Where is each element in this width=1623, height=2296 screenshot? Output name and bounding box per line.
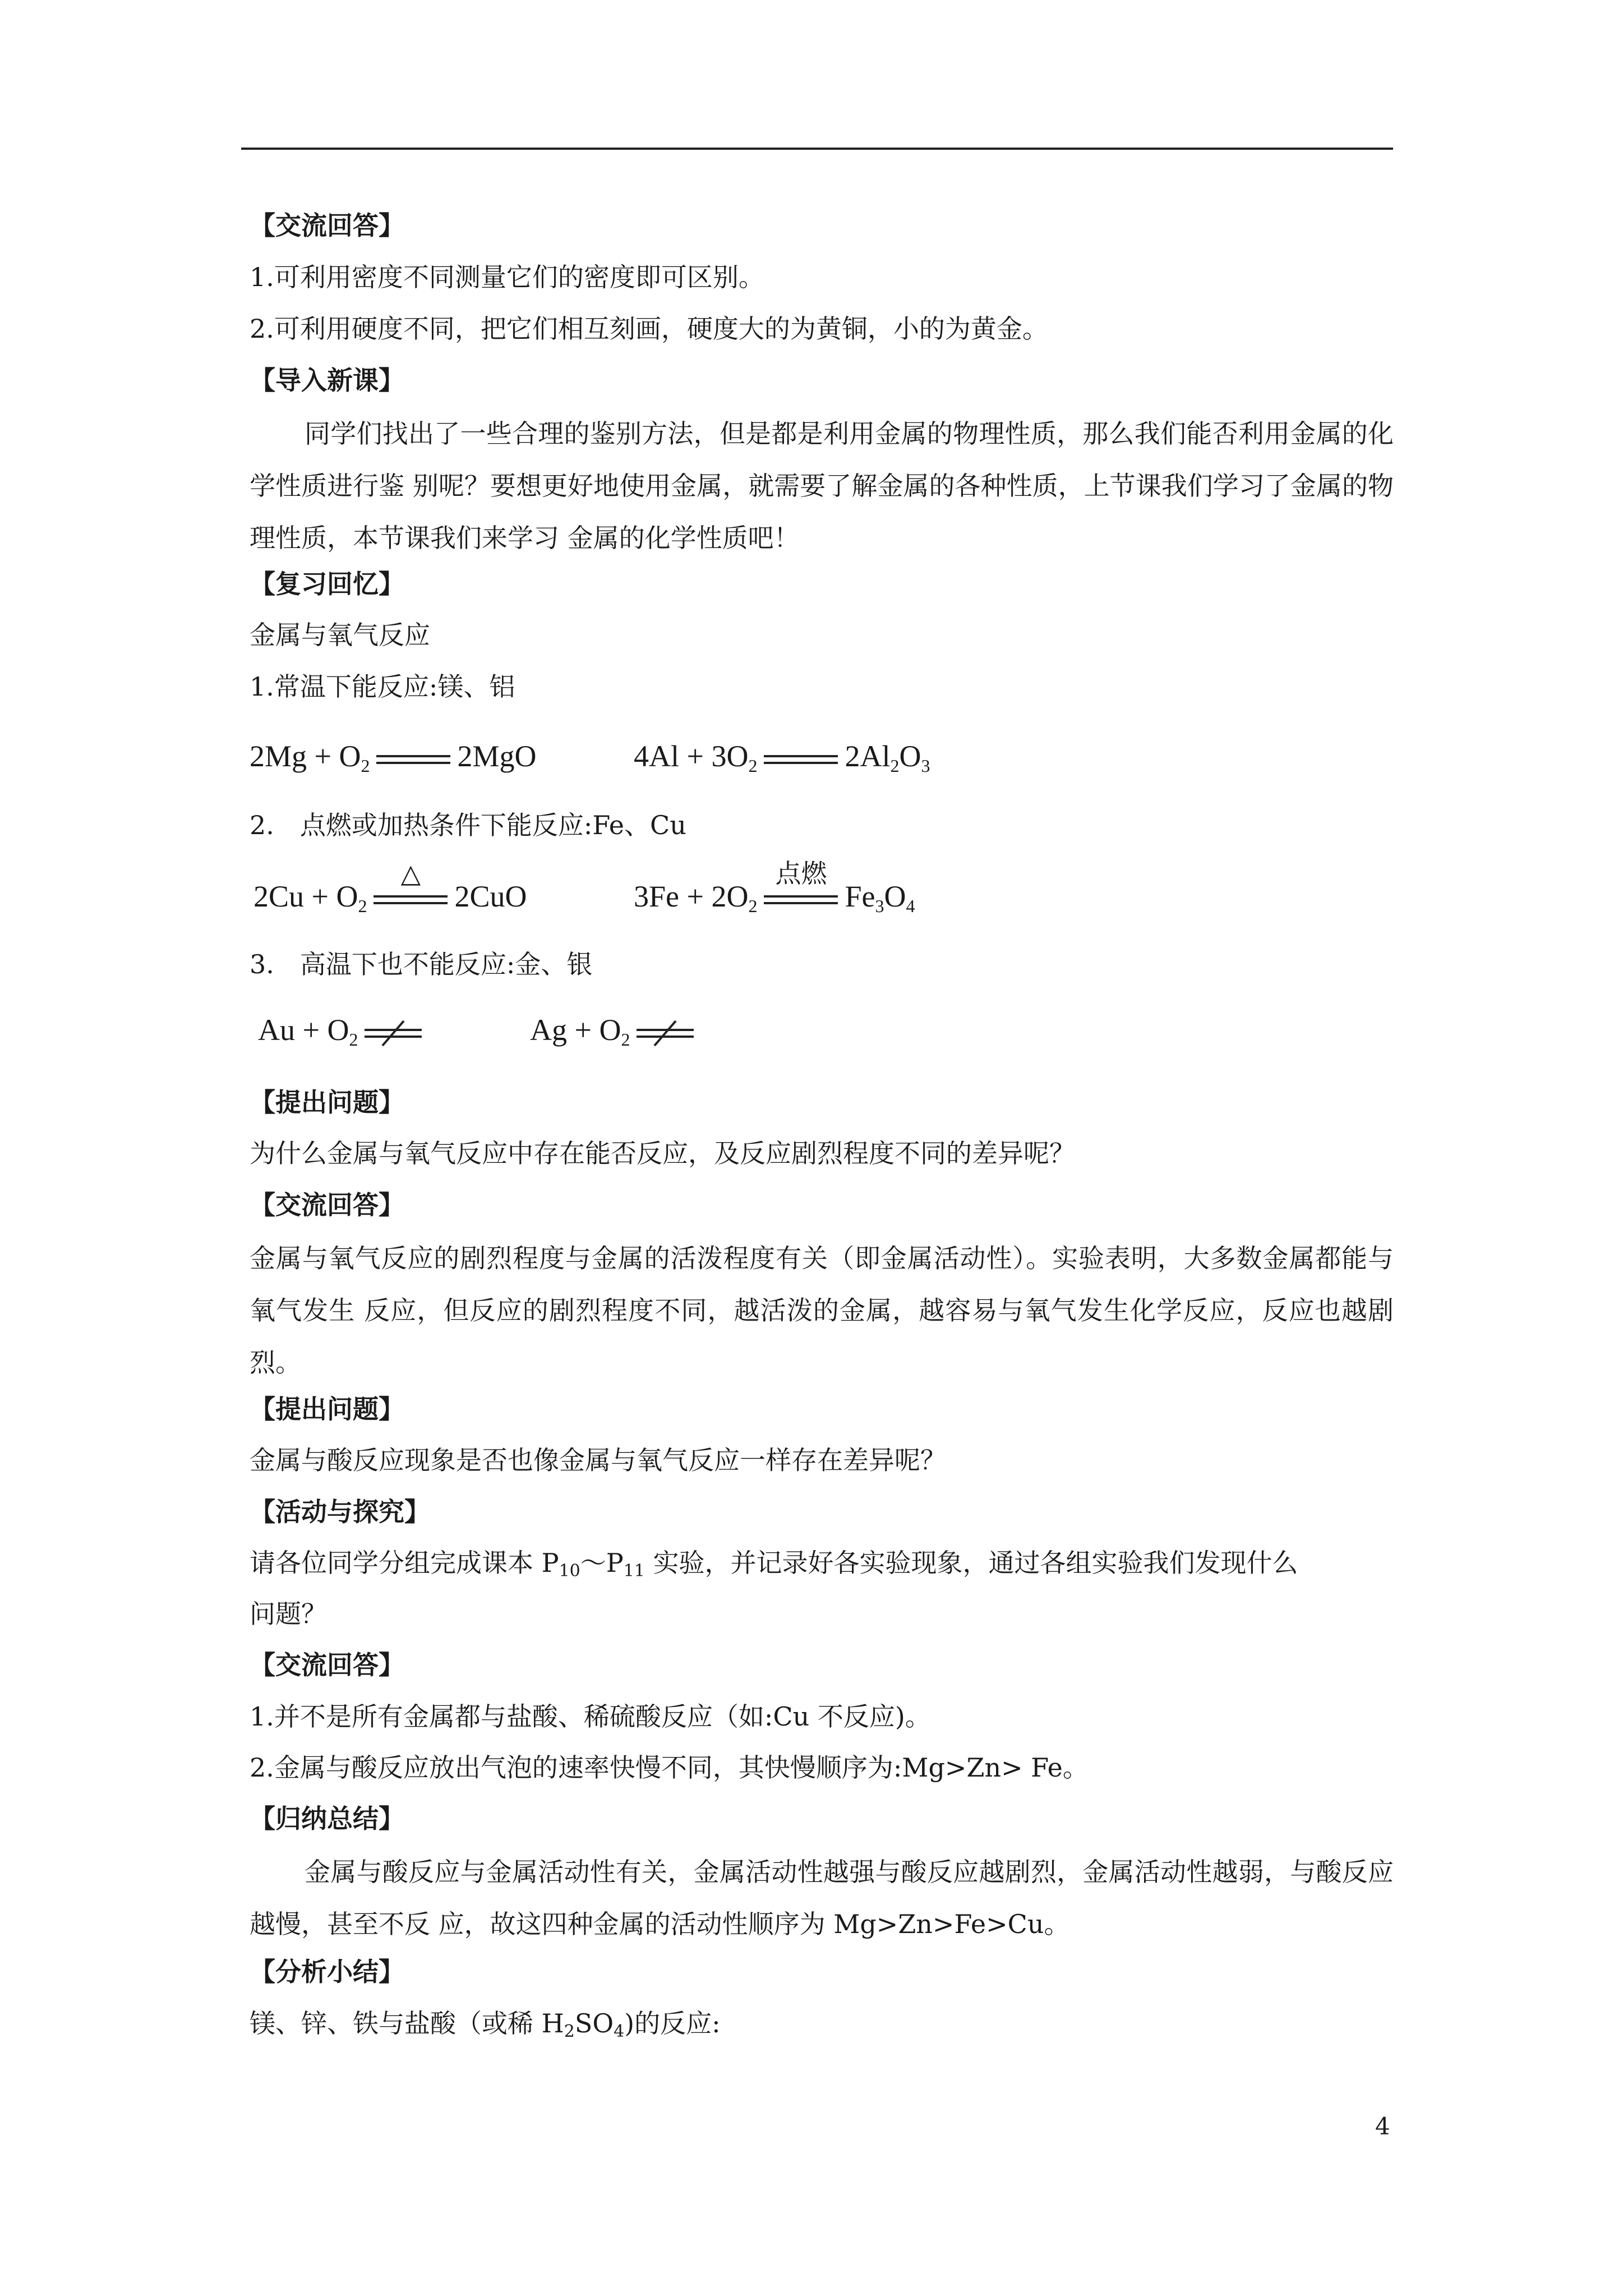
review-item-3: 3. 高温下也不能反应:金、银 xyxy=(250,949,593,979)
equation-cu-o2: $2Cu + O_2$ △ 2CuO xyxy=(253,858,527,916)
conclusion-1: 1.并不是所有金属都与盐酸、稀硫酸反应（如:Cu 不反应)。 xyxy=(250,1701,931,1732)
answer-line-1: 1.可利用密度不同测量它们的密度即可区别。 xyxy=(250,262,764,292)
heading-review: 【复习回忆】 xyxy=(250,569,404,599)
activity-line-2: 问题？ xyxy=(250,1599,327,1629)
answer-line-2: 2.可利用硬度不同，把它们相互刻画，硬度大的为黄铜，小的为黄金。 xyxy=(250,314,1048,344)
heading-activity: 【活动与探究】 xyxy=(250,1497,430,1527)
conclusion-2: 2.金属与酸反应放出气泡的速率快慢不同，其快慢顺序为:Mg>Zn> Fe。 xyxy=(250,1752,1089,1783)
heading-exchange-answer-2: 【交流回答】 xyxy=(250,1190,404,1220)
heat-condition: △ xyxy=(400,858,421,889)
header-rule xyxy=(241,148,1393,150)
equation-al-o2: $4Al + 3O_2$ $2Al_2O_3$ xyxy=(634,739,930,776)
equals-sign xyxy=(762,748,840,771)
equation-au-o2: $Au + O_2$ xyxy=(258,1010,424,1059)
heading-exchange-answer-3: 【交流回答】 xyxy=(250,1650,404,1680)
equals-sign xyxy=(374,748,453,771)
heading-question-1: 【提出问题】 xyxy=(250,1087,404,1117)
equation-ag-o2: $Ag + O_2$ xyxy=(530,1010,696,1059)
heading-exchange-answer-1: 【交流回答】 xyxy=(250,210,404,241)
page-number: 4 xyxy=(1375,2113,1390,2140)
equation-fe-o2: $3Fe + 2O_2$ 点燃 $Fe_3O_4$ xyxy=(634,858,915,916)
review-topic: 金属与氧气反应 xyxy=(250,620,430,650)
heading-question-2: 【提出问题】 xyxy=(250,1394,404,1424)
intro-paragraph: 同学们找出了一些合理的鉴别方法，但是都是利用金属的物理性质，那么我们能否利用金属的化学性质进行鉴 别呢？要想更好地使用金属，就需要了解金属的各种性质，上节课我们学习了金属的物理性质，本节课我们来学习 金属的化学性质吧！ xyxy=(250,418,1394,553)
analysis-line: 镁、锌、铁与盐酸（或稀 $H_2SO_4$)的反应: xyxy=(250,2008,721,2041)
review-item-2: 2. 点燃或加热条件下能反应:Fe、Cu xyxy=(250,810,686,840)
no-reaction-sign xyxy=(634,1022,696,1045)
equation-mg-o2: $2Mg + O_2$ 2MgO xyxy=(250,739,537,776)
equals-sign xyxy=(371,858,450,911)
heading-summary: 【归纳总结】 xyxy=(250,1803,404,1834)
oxygen-answer-paragraph: 金属与氧气反应的剧烈程度与金属的活泼程度有关（即金属活动性）。实验表明，大多数金属都能与氧气发生 反应，但反应的剧烈程度不同，越活泼的金属，越容易与氧气发生化学反应，反应也越剧烈。 xyxy=(250,1243,1394,1378)
no-reaction-sign xyxy=(362,1022,424,1045)
heading-analysis: 【分析小结】 xyxy=(250,1957,404,1987)
ignite-condition: 点燃 xyxy=(775,858,827,889)
summary-paragraph: 金属与酸反应与金属活动性有关，金属活动性越强与酸反应越剧烈，金属活动性越弱，与酸反应越慢，甚至不反 应，故这四种金属的活动性顺序为 Mg>Zn>Fe>Cu。 xyxy=(250,1857,1394,1939)
question-2: 金属与酸反应现象是否也像金属与氧气反应一样存在差异呢？ xyxy=(250,1445,946,1475)
heading-new-lesson: 【导入新课】 xyxy=(250,365,404,395)
activity-line-1: 请各位同学分组完成课本 $P_{10}\sim P_{11}$ 实验，并记录好各实验现象，通过各组实验我们发现什么 xyxy=(250,1548,1298,1581)
question-1: 为什么金属与氧气反应中存在能否反应，及反应剧烈程度不同的差异呢？ xyxy=(250,1138,1075,1168)
equals-sign xyxy=(762,858,840,911)
review-item-1: 1.常温下能反应:镁、铝 xyxy=(250,671,515,702)
